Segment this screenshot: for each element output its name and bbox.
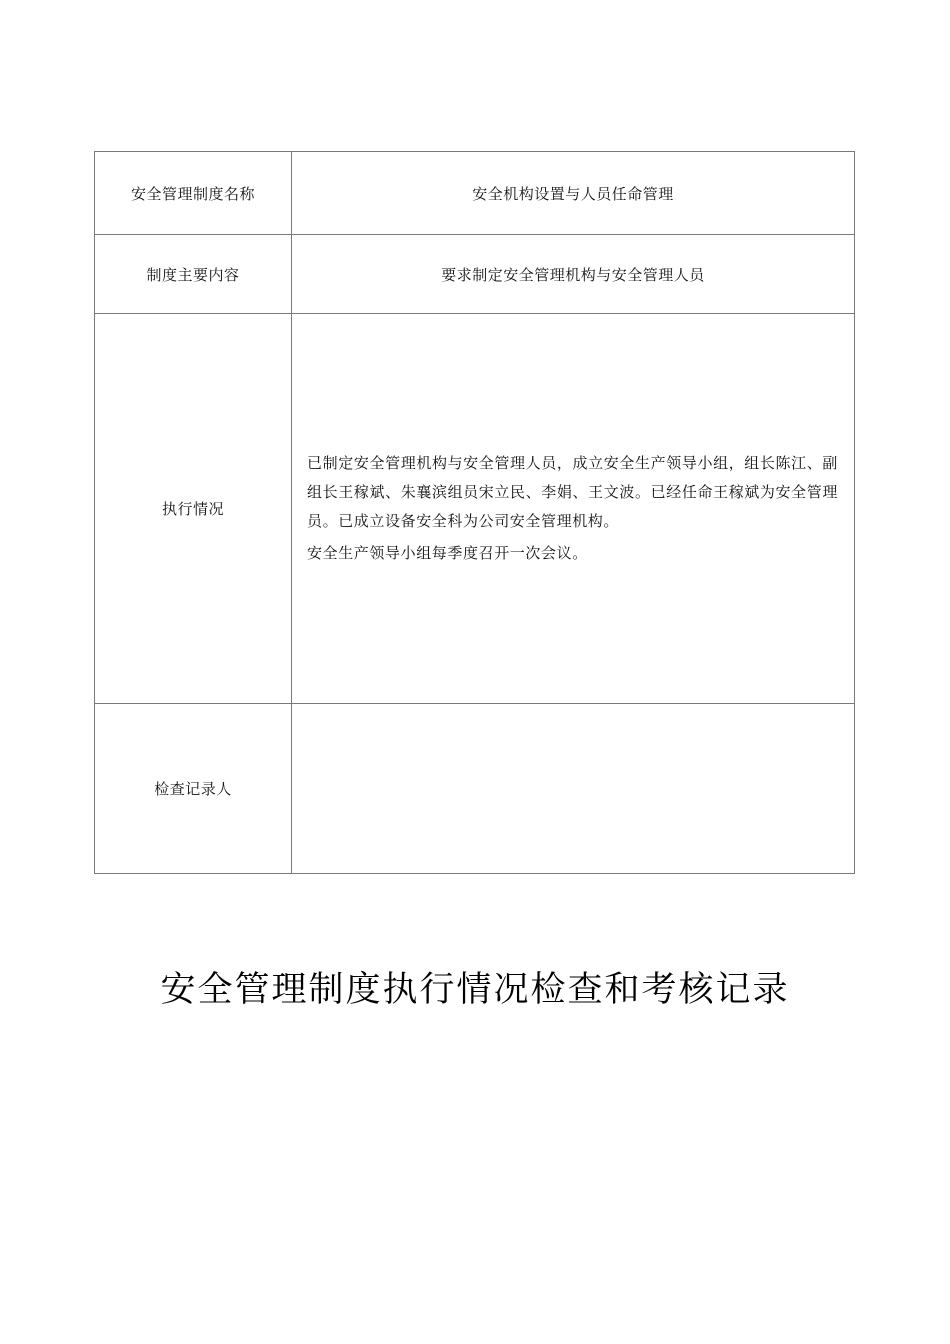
system-name-value: 安全机构设置与人员任命管理 xyxy=(292,152,855,235)
execution-paragraph-2: 安全生产领导小组每季度召开一次会议。 xyxy=(307,544,588,562)
table-row-recorder xyxy=(95,704,855,874)
execution-label: 执行情况 xyxy=(95,314,292,704)
recorder-label: 检查记录人 xyxy=(95,704,292,874)
table-row-system-name xyxy=(95,152,855,235)
execution-value xyxy=(292,314,855,704)
execution-paragraph-1: 已制定安全管理机构与安全管理人员，成立安全生产领导小组，组长陈江、副组长王稼斌、朱襄滨组员宋立民、李娟、王文波。已经任命王稼斌为安全管理员。已成立设备安全科为公司安全管理机构。 xyxy=(307,454,838,530)
system-name-label: 安全管理制度名称 xyxy=(95,152,292,235)
inspection-record-table xyxy=(94,151,855,874)
table-row-main-content xyxy=(95,235,855,314)
main-content-label: 制度主要内容 xyxy=(95,235,292,314)
table-row-execution xyxy=(95,314,855,704)
main-content-value: 要求制定安全管理机构与安全管理人员 xyxy=(292,235,855,314)
recorder-value xyxy=(292,704,855,874)
page-title: 安全管理制度执行情况检查和考核记录 xyxy=(160,970,790,1010)
